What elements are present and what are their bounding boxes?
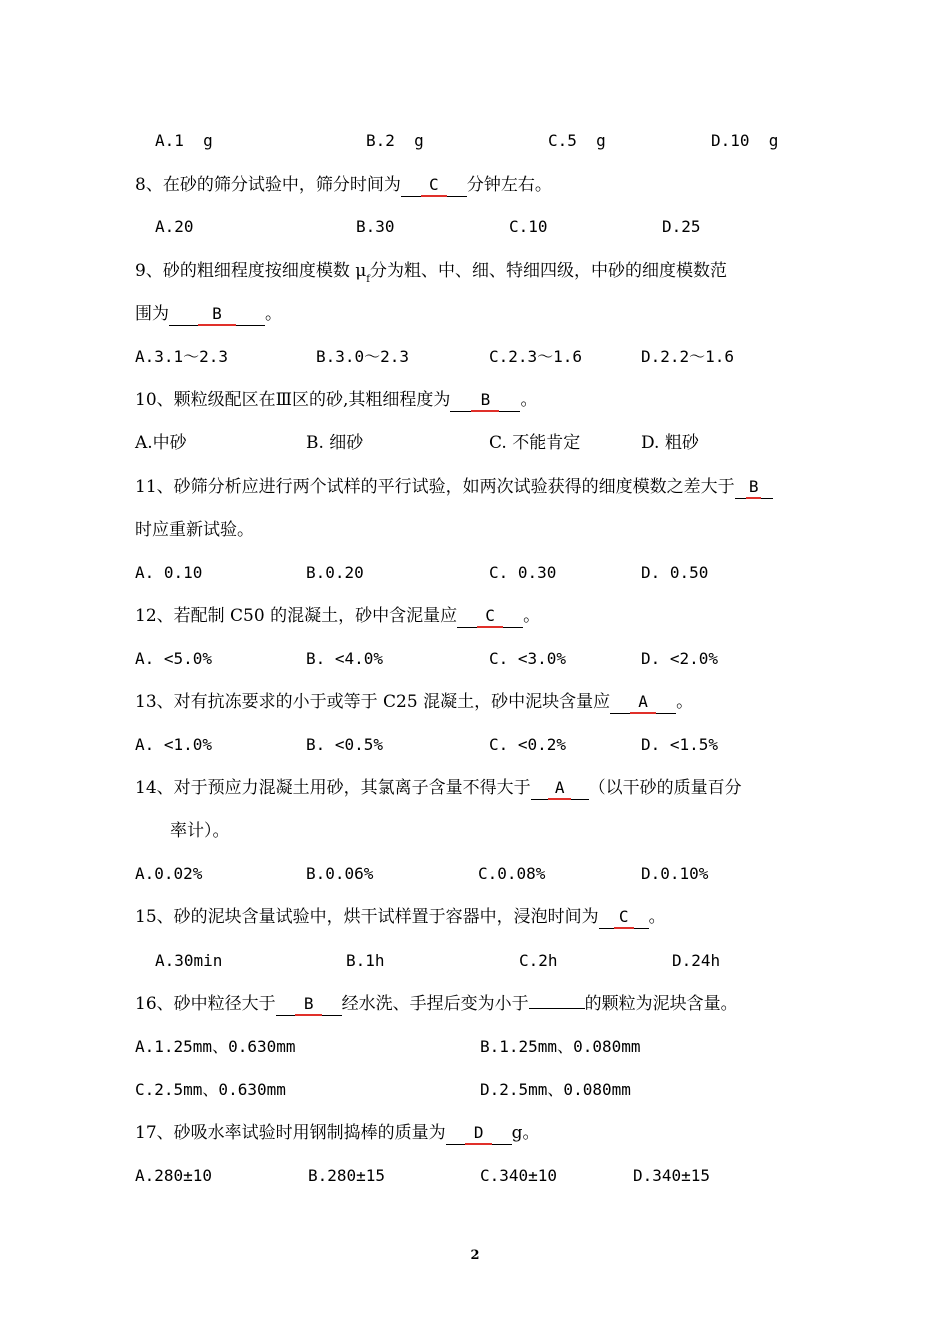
q11-option-c: C. 0.30 xyxy=(489,563,557,582)
q10-answer-blank: B xyxy=(450,389,520,412)
q17-option-a: A.280±10 xyxy=(135,1166,213,1185)
q16-option-a: A.1.25mm、0.630mm xyxy=(135,1037,296,1056)
q17-option-b: B.280±15 xyxy=(308,1166,386,1185)
q11-option-d: D. 0.50 xyxy=(641,563,709,582)
q13-option-b: B. <0.5% xyxy=(306,735,384,754)
q16-text-after: 的颗粒为泥块含量。 xyxy=(584,994,738,1014)
q17-option-c: C.340±10 xyxy=(480,1166,558,1185)
q17-answer-blank: D xyxy=(446,1122,512,1145)
q11-text-line2: 时应重新试验。 xyxy=(135,520,254,540)
q12-option-c: C. <3.0% xyxy=(489,649,567,668)
q11-option-b: B.0.20 xyxy=(306,563,364,582)
q15-option-c: C.2h xyxy=(519,951,558,970)
q8-text-after: 分钟左右。 xyxy=(466,175,552,195)
q8-text: 8、在砂的筛分试验中，筛分时间为 xyxy=(135,175,401,195)
q12-answer-blank: C xyxy=(457,605,523,628)
q9-text-line2: 围为 xyxy=(135,304,169,324)
q12-option-d: D. <2.0% xyxy=(641,649,719,668)
q13-answer-blank: A xyxy=(610,691,676,714)
q15-option-d: D.24h xyxy=(672,951,721,970)
q17-text: 17、砂吸水率试验时用钢制捣棒的质量为 xyxy=(135,1123,446,1143)
q9-text-rest: 分为粗、中、细、特细四级，中砂的细度模数范 xyxy=(369,261,727,281)
q15-option-a: A.30min xyxy=(155,951,223,970)
q8-option-d: D.25 xyxy=(662,217,701,236)
q10-option-b: B. 细砂 xyxy=(306,433,364,453)
q17-text-after: g。 xyxy=(511,1123,540,1143)
q12-text-after: 。 xyxy=(523,606,541,626)
q7-option-a: A.1 g xyxy=(155,131,213,150)
q13-option-d: D. <1.5% xyxy=(641,735,719,754)
q8-option-c: C.10 xyxy=(509,217,548,236)
q14-option-c: C.0.08% xyxy=(478,864,546,883)
q15-text-after: 。 xyxy=(648,907,666,927)
q13-option-a: A. <1.0% xyxy=(135,735,213,754)
q10-option-a: A.中砂 xyxy=(135,433,187,453)
q9-answer-blank: B xyxy=(169,303,265,326)
q16-text: 16、砂中粒径大于 xyxy=(135,994,276,1014)
q9-text: 9、砂的粗细程度按细度模数 μ xyxy=(135,261,367,281)
q14-text-line2: 率计）。 xyxy=(170,821,230,841)
q11-text: 11、砂筛分析应进行两个试样的平行试验，如两次试验获得的细度模数之差大于 xyxy=(135,477,735,497)
q13-text: 13、对有抗冻要求的小于或等于 C25 混凝土，砂中泥块含量应 xyxy=(135,692,611,712)
q14-option-b: B.0.06% xyxy=(306,864,374,883)
q14-option-d: D.0.10% xyxy=(641,864,709,883)
q9-option-d: D.2.2～1.6 xyxy=(641,347,735,366)
q16-answer-blank: B xyxy=(276,993,342,1016)
q14-text-after: （以干砂的质量百分 xyxy=(588,778,742,798)
q15-text: 15、砂的泥块含量试验中，烘干试样置于容器中，浸泡时间为 xyxy=(135,907,599,927)
q15-answer-blank: C xyxy=(599,906,649,929)
q10-option-d: D. 粗砂 xyxy=(641,433,699,453)
q10-option-c: C. 不能肯定 xyxy=(489,433,581,453)
q7-option-b: B.2 g xyxy=(366,131,424,150)
q11-answer-blank: B xyxy=(735,476,773,499)
q16-empty-blank xyxy=(529,1008,585,1009)
q13-option-c: C. <0.2% xyxy=(489,735,567,754)
q12-text: 12、若配制 C50 的混凝土，砂中含泥量应 xyxy=(135,606,458,626)
q8-option-b: B.30 xyxy=(356,217,395,236)
q13-text-after: 。 xyxy=(676,692,694,712)
q16-option-b: B.1.25mm、0.080mm xyxy=(480,1037,641,1056)
q15-option-b: B.1h xyxy=(346,951,385,970)
q16-option-d: D.2.5mm、0.080mm xyxy=(480,1080,631,1099)
q14-option-a: A.0.02% xyxy=(135,864,203,883)
q16-option-c: C.2.5mm、0.630mm xyxy=(135,1080,286,1099)
q8-option-a: A.20 xyxy=(155,217,194,236)
q12-option-b: B. <4.0% xyxy=(306,649,384,668)
q12-option-a: A. <5.0% xyxy=(135,649,213,668)
q9-text-after: 。 xyxy=(265,304,282,324)
q7-option-d: D.10 g xyxy=(711,131,779,150)
q9-option-a: A.3.1～2.3 xyxy=(135,347,229,366)
q10-text: 10、颗粒级配区在Ⅲ区的砂,其粗细程度为 xyxy=(135,390,451,410)
q10-text-after: 。 xyxy=(520,390,538,410)
q9-subscript: f xyxy=(366,274,370,285)
q11-option-a: A. 0.10 xyxy=(135,563,203,582)
q14-answer-blank: A xyxy=(531,777,589,800)
q8-answer-blank: C xyxy=(401,174,467,197)
q7-option-c: C.5 g xyxy=(548,131,606,150)
q17-option-d: D.340±15 xyxy=(633,1166,711,1185)
q9-option-c: C.2.3～1.6 xyxy=(489,347,583,366)
page-number: 2 xyxy=(470,1248,480,1263)
q9-option-b: B.3.0～2.3 xyxy=(316,347,410,366)
q16-text-middle: 经水洗、手捏后变为小于 xyxy=(341,994,529,1014)
q14-text: 14、对于预应力混凝土用砂，其氯离子含量不得大于 xyxy=(135,778,531,798)
